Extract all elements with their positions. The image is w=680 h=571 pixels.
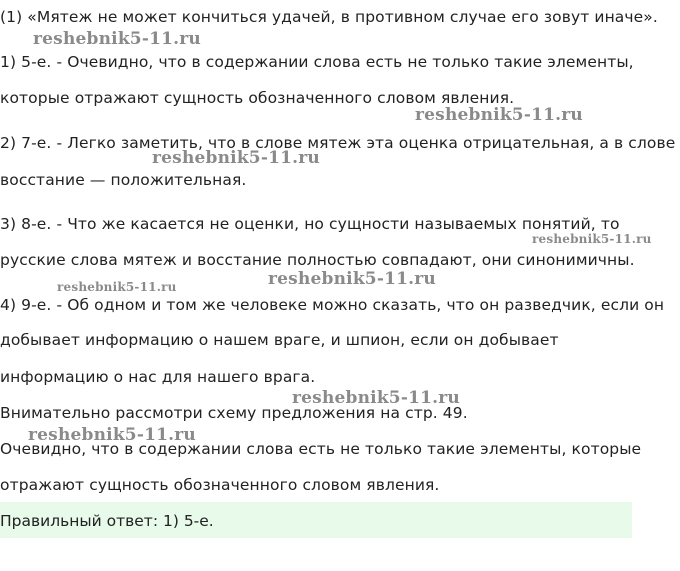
watermark: reshebnik5-11.ru (33, 29, 201, 49)
watermark: reshebnik5-11.ru (415, 105, 583, 125)
text-line-5: восстание — положительная. (0, 171, 247, 189)
text-line-2: 1) 5-е. - Очевидно, что в содержании слова есть не только такие элементы, (0, 53, 634, 71)
text-line-11: Внимательно рассмотри схему предложения на стр. 49. (0, 404, 468, 422)
text-line-9: добывает информацию о нашем враге, и шпион, если он добывает (0, 331, 559, 349)
text-line-10: информацию о нас для нашего врага. (0, 368, 316, 386)
text-line-7: русские слова мятеж и восстание полностью совпадают, они синонимичны. (0, 251, 635, 269)
text-line-12: Очевидно, что в содержании слова есть не только такие элементы, которые (0, 440, 642, 458)
watermark: reshebnik5-11.ru (292, 388, 460, 408)
watermark: reshebnik5-11.ru (57, 280, 177, 294)
watermark: reshebnik5-11.ru (532, 232, 652, 246)
answer-box (0, 502, 632, 538)
text-line-3: которые отражают сущность обозначенного словом явления. (0, 89, 515, 107)
text-line-8: 4) 9-е. - Об одном и том же человеке можно сказать, что он разведчик, если он (0, 296, 665, 314)
watermark: reshebnik5-11.ru (152, 148, 320, 168)
text-line-4: 2) 7-е. - Легко заметить, что в слове мятеж эта оценка отрицательная, а в слове (0, 134, 676, 152)
answer-text: Правильный ответ: 1) 5-е. (0, 512, 214, 530)
text-line-1: (1) «Мятеж не может кончиться удачей, в противном случае его зовут иначе». (0, 8, 658, 26)
text-line-6: 3) 8-е. - Что же касается не оценки, но сущности называемых понятий, то (0, 215, 620, 233)
watermark: reshebnik5-11.ru (268, 269, 436, 289)
text-line-13: отражают сущность обозначенного словом явления. (0, 476, 440, 494)
watermark: reshebnik5-11.ru (28, 425, 196, 445)
